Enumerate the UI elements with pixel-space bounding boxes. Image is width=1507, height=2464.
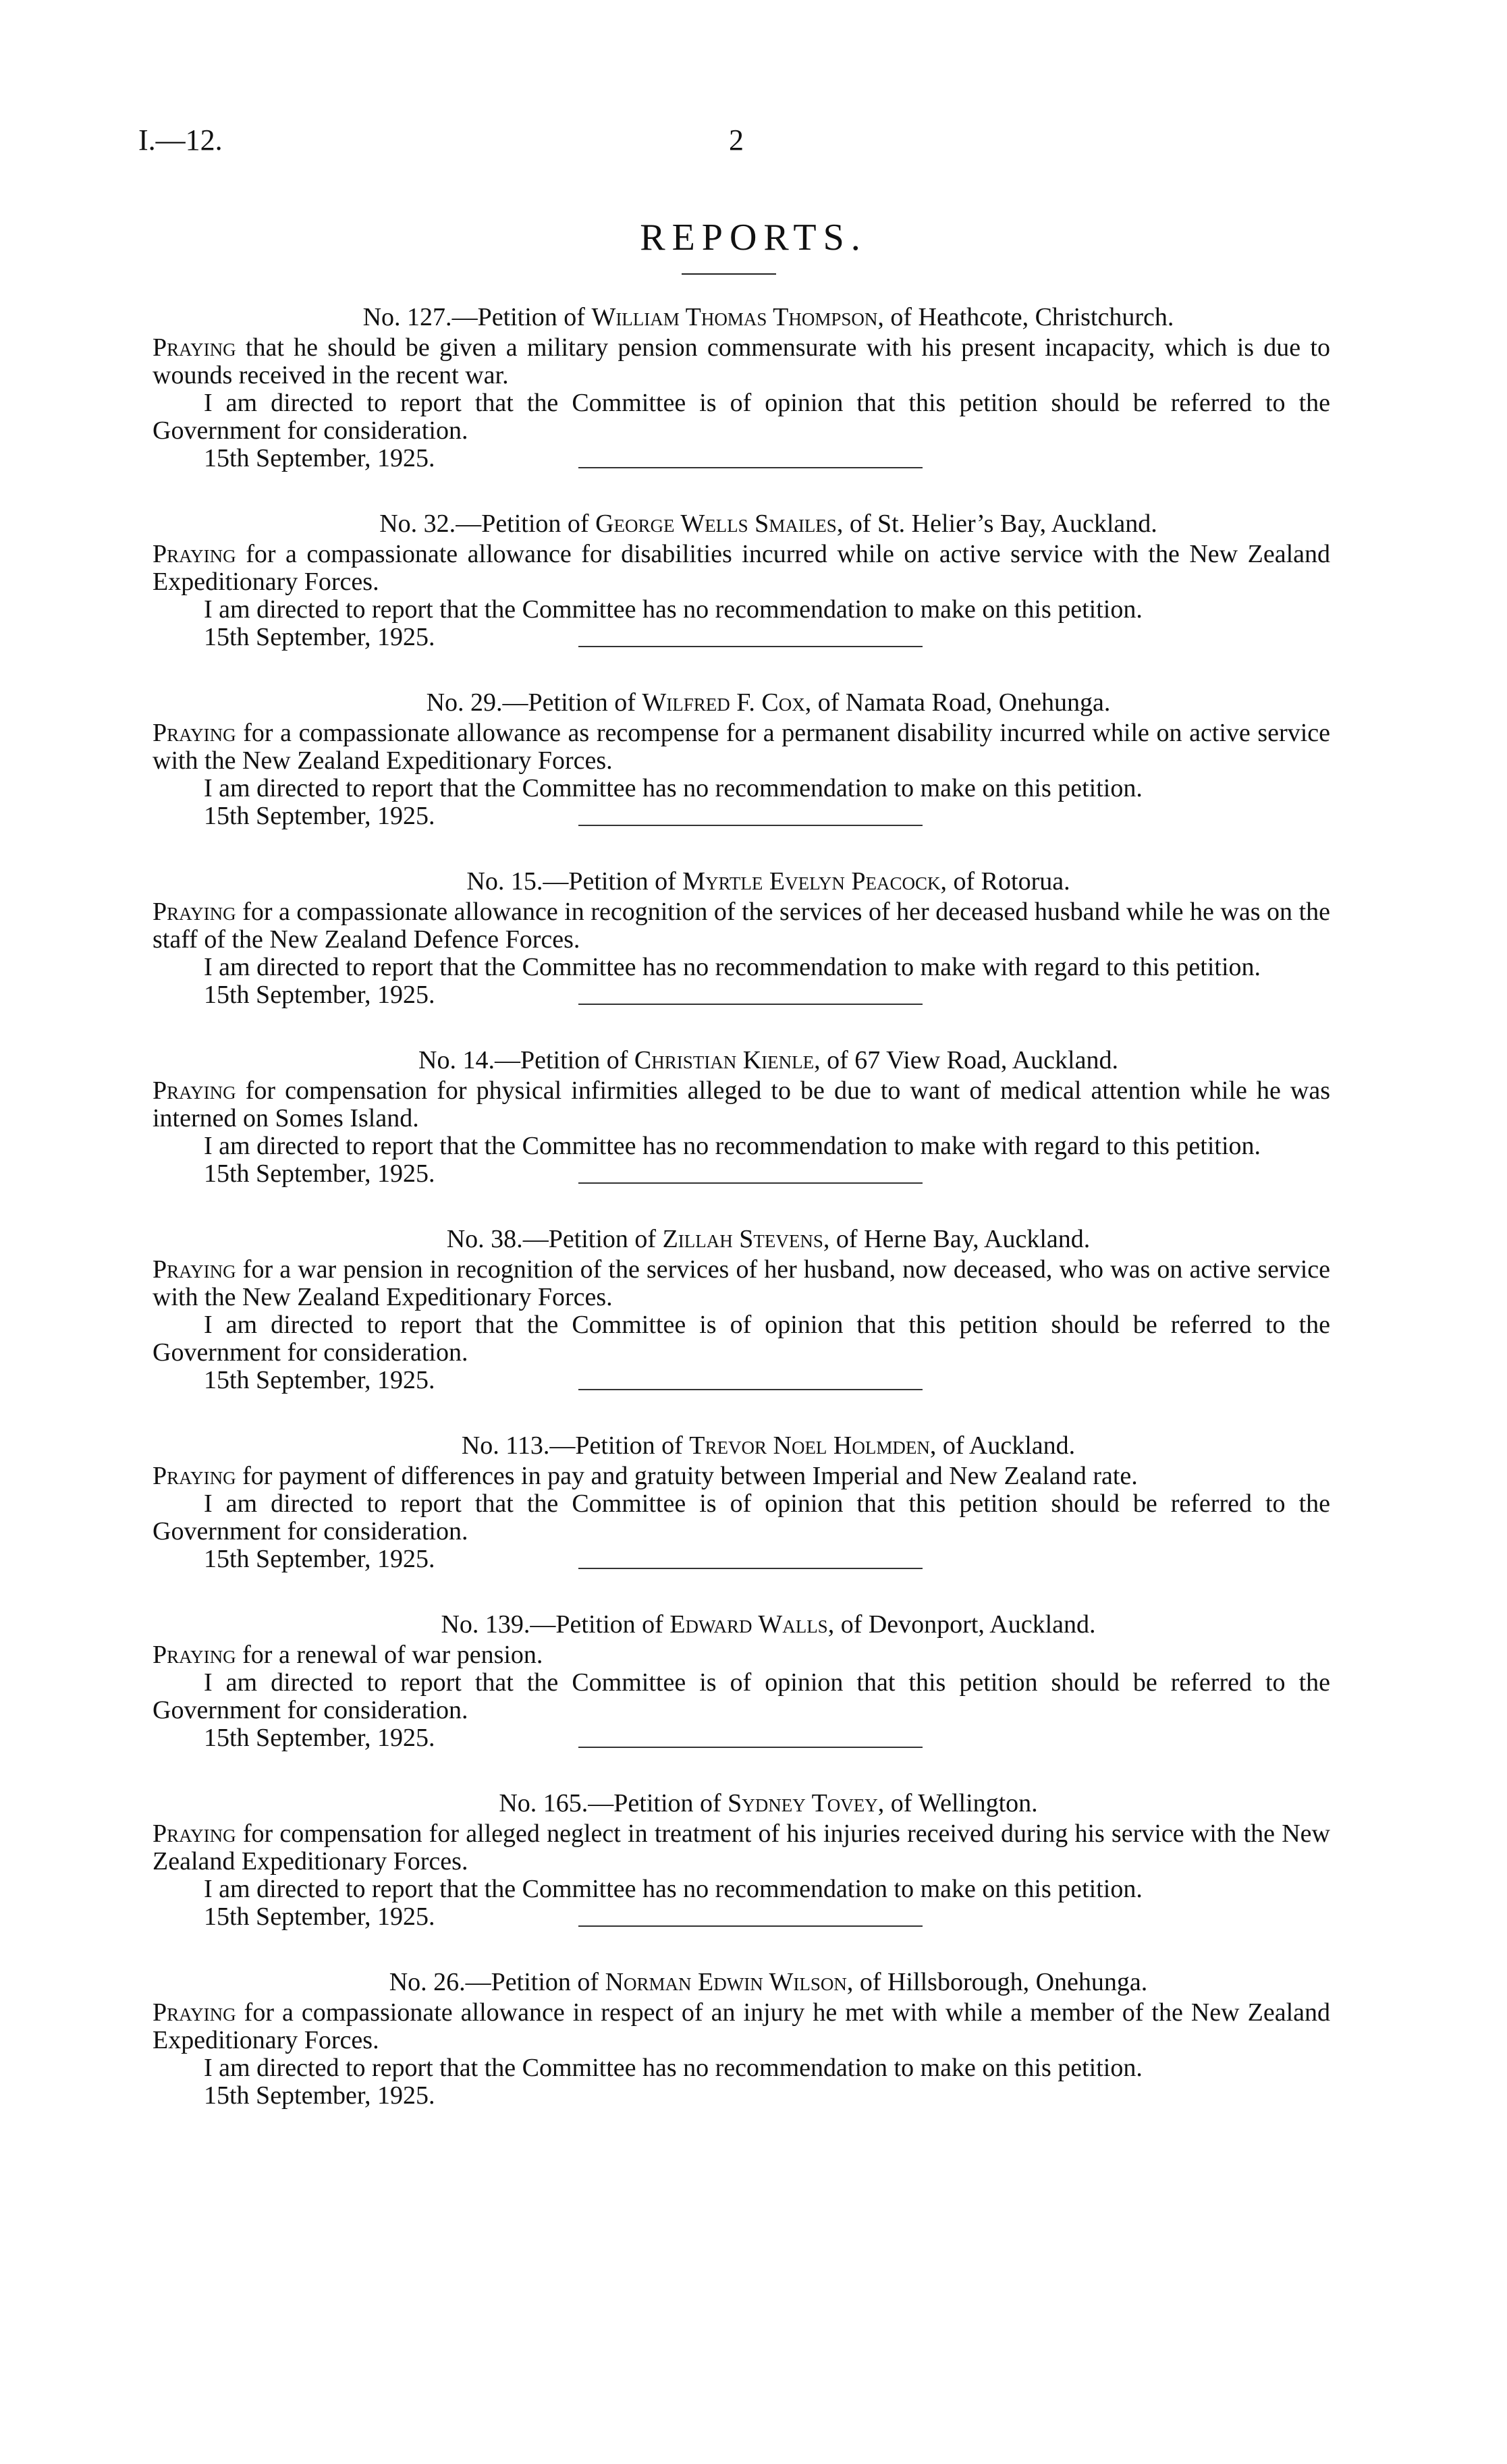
petition-of-label: —Petition of	[465, 1968, 599, 1996]
petitioner-name: Norman Edwin Wilson	[605, 1968, 847, 1996]
petition-heading	[153, 1611, 1330, 1639]
petition-number: No. 26.	[389, 1968, 466, 1996]
petition-number: No. 14.	[418, 1046, 495, 1074]
petitioner-location: , of Wellington.	[877, 1789, 1038, 1817]
praying-text: for a war pension in recognition of the services of her husband, now deceased, who was on active service with the New Zealand Expeditionary Forces.	[153, 1255, 1330, 1311]
date-row	[153, 1545, 1330, 1573]
praying-word: Praying	[153, 1819, 236, 1848]
report-paragraph: I am directed to report that the Committee is of opinion that this petition should be referred to the Government for consideration.	[153, 389, 1330, 445]
report-date: 15th September, 1925.	[204, 1366, 435, 1394]
date-row	[153, 981, 1330, 1009]
petitioner-name: George Wells Smailes	[595, 510, 837, 538]
petitioner-name: Wilfred F. Cox	[642, 688, 805, 717]
praying-text: for payment of differences in pay and gratuity between Imperial and New Zealand rate.	[236, 1462, 1138, 1490]
petition-number: No. 15.	[466, 867, 543, 896]
report-date: 15th September, 1925.	[204, 1724, 435, 1752]
praying-word: Praying	[153, 1998, 236, 2027]
date-row	[153, 624, 1330, 651]
praying-paragraph	[153, 1820, 1330, 1876]
report-paragraph: I am directed to report that the Committee has no recommendation to make on this petition.	[204, 1875, 1143, 1903]
report-date: 15th September, 1925.	[204, 1545, 435, 1573]
praying-text: that he should be given a military pension commensurate with his present incapacity, which is due to wounds received in the recent war.	[153, 333, 1330, 389]
report-date: 15th September, 1925.	[204, 1159, 435, 1188]
date-row	[153, 802, 1330, 830]
separator-rule	[578, 1747, 923, 1748]
page-reference: I.—12.	[138, 124, 223, 157]
separator-rule	[578, 1389, 923, 1390]
petition-of-label: —Petition of	[451, 303, 585, 331]
praying-paragraph	[153, 334, 1330, 389]
petitioner-location: , of St. Helier’s Bay, Auckland.	[836, 510, 1157, 538]
petition-entry	[153, 1611, 1330, 1752]
petition-of-label: —Petition of	[549, 1431, 683, 1460]
report-paragraph: I am directed to report that the Committee is of opinion that this petition should be referred to the Government for consideration.	[153, 1311, 1330, 1367]
praying-word: Praying	[153, 719, 236, 747]
petition-number: No. 165.	[499, 1789, 588, 1817]
petition-heading	[153, 689, 1330, 717]
petition-heading	[153, 510, 1330, 538]
praying-word: Praying	[153, 540, 236, 568]
petitioner-location: , of 67 View Road, Auckland.	[814, 1046, 1118, 1074]
petition-entry	[153, 304, 1330, 472]
praying-word: Praying	[153, 1641, 236, 1669]
petitioner-name: Christian Kienle	[634, 1046, 815, 1074]
petition-of-label: —Petition of	[522, 1225, 657, 1253]
praying-paragraph	[153, 1999, 1330, 2054]
praying-word: Praying	[153, 1462, 236, 1490]
petitioner-name: Sydney Tovey	[728, 1789, 878, 1817]
petition-of-label: —Petition of	[456, 510, 589, 538]
separator-rule	[578, 646, 923, 647]
petition-number: No. 139.	[441, 1610, 530, 1639]
petitioner-location: , of Herne Bay, Auckland.	[823, 1225, 1091, 1253]
praying-text: for compensation for alleged neglect in treatment of his injuries received during his service with the New Zealand Expeditionary Forces.	[153, 1819, 1330, 1876]
report-paragraph: I am directed to report that the Committee has no recommendation to make on this petition.	[204, 774, 1143, 802]
petition-of-label: —Petition of	[502, 688, 636, 717]
date-row	[153, 1367, 1330, 1394]
petition-heading	[153, 1226, 1330, 1253]
praying-text: for compensation for physical infirmities alleged to be due to want of medical attention while he was interned on Somes Island.	[153, 1076, 1330, 1132]
praying-text: for a renewal of war pension.	[236, 1641, 543, 1669]
petitioner-location: , of Rotorua.	[940, 867, 1070, 896]
praying-text: for a compassionate allowance in respect of an injury he met with while a member of the New Zealand Expeditionary Forces.	[153, 1998, 1330, 2054]
separator-rule	[578, 467, 923, 468]
petition-heading	[153, 1969, 1330, 1996]
petition-entry	[153, 1969, 1330, 2110]
report-date: 15th September, 1925.	[204, 1902, 435, 1931]
date-row	[153, 2082, 1330, 2110]
separator-rule	[578, 1182, 923, 1184]
petition-entry	[153, 1790, 1330, 1931]
date-row	[153, 1724, 1330, 1752]
petition-entry	[153, 1226, 1330, 1394]
petition-number: No. 113.	[461, 1431, 550, 1460]
report-date: 15th September, 1925.	[204, 444, 435, 472]
praying-word: Praying	[153, 333, 236, 362]
petition-entry	[153, 868, 1330, 1009]
praying-paragraph	[153, 1641, 1330, 1669]
petition-entry	[153, 510, 1330, 651]
petition-number: No. 127.	[362, 303, 452, 331]
report-date: 15th September, 1925.	[204, 623, 435, 651]
praying-text: for a compassionate allowance as recompense for a permanent disability incurred while on active service with the New Zealand Expeditionary Forces.	[153, 719, 1330, 775]
petition-heading	[153, 1790, 1330, 1817]
praying-word: Praying	[153, 1076, 236, 1105]
separator-rule	[578, 1568, 923, 1569]
petition-number: No. 38.	[446, 1225, 523, 1253]
petition-of-label: —Petition of	[588, 1789, 721, 1817]
praying-paragraph	[153, 719, 1330, 775]
separator-rule	[578, 1004, 923, 1005]
petition-number: No. 32.	[379, 510, 456, 538]
page-title: REPORTS.	[640, 217, 867, 258]
praying-paragraph	[153, 1462, 1330, 1490]
petition-heading	[153, 304, 1330, 331]
praying-paragraph	[153, 541, 1330, 596]
petition-heading	[153, 868, 1330, 896]
petitioner-name: William Thomas Thompson	[591, 303, 878, 331]
petitioner-name: Trevor Noel Holmden	[689, 1431, 930, 1460]
date-row	[153, 445, 1330, 472]
date-row	[153, 1160, 1330, 1188]
petitioner-location: , of Namata Road, Onehunga.	[804, 688, 1111, 717]
petition-heading	[153, 1047, 1330, 1074]
report-paragraph: I am directed to report that the Committee has no recommendation to make with regard to this petition.	[204, 953, 1261, 981]
petition-entry	[153, 1432, 1330, 1573]
praying-text: for a compassionate allowance for disabilities incurred while on active service with the New Zealand Expeditionary Forces.	[153, 540, 1330, 596]
praying-paragraph	[153, 1256, 1330, 1311]
petitions-list	[153, 304, 1330, 2147]
petitioner-location: , of Auckland.	[929, 1431, 1076, 1460]
date-row	[153, 1903, 1330, 1931]
petition-of-label: —Petition of	[494, 1046, 628, 1074]
report-date: 15th September, 1925.	[204, 802, 435, 830]
petitioner-name: Myrtle Evelyn Peacock	[682, 867, 941, 896]
petitioner-location: , of Devonport, Auckland.	[827, 1610, 1096, 1639]
petitioner-name: Edward Walls	[669, 1610, 828, 1639]
report-date: 15th September, 1925.	[204, 2081, 435, 2110]
petitioner-location: , of Hillsborough, Onehunga.	[846, 1968, 1148, 1996]
separator-rule	[578, 825, 923, 826]
petitioner-location: , of Heathcote, Christchurch.	[877, 303, 1174, 331]
page-number: 2	[729, 124, 744, 157]
praying-paragraph	[153, 1077, 1330, 1132]
petition-entry	[153, 689, 1330, 830]
report-paragraph: I am directed to report that the Committee has no recommendation to make on this petition.	[204, 595, 1143, 624]
petition-number: No. 29.	[426, 688, 503, 717]
report-date: 15th September, 1925.	[204, 981, 435, 1009]
report-paragraph: I am directed to report that the Committee has no recommendation to make on this petition.	[204, 2054, 1143, 2082]
title-rule	[682, 273, 776, 275]
report-paragraph: I am directed to report that the Committee has no recommendation to make with regard to this petition.	[204, 1132, 1261, 1160]
praying-word: Praying	[153, 1255, 236, 1284]
praying-text: for a compassionate allowance in recognition of the services of her deceased husband while he was on the staff of the New Zealand Defence Forces.	[153, 898, 1330, 954]
report-paragraph: I am directed to report that the Committee is of opinion that this petition should be referred to the Government for consideration.	[153, 1668, 1330, 1724]
report-paragraph: I am directed to report that the Committee is of opinion that this petition should be referred to the Government for consideration.	[153, 1489, 1330, 1545]
petition-entry	[153, 1047, 1330, 1188]
petitioner-name: Zillah Stevens	[662, 1225, 823, 1253]
petition-heading	[153, 1432, 1330, 1460]
page-header	[138, 123, 1330, 163]
petition-of-label: —Petition of	[543, 867, 676, 896]
praying-word: Praying	[153, 898, 236, 926]
separator-rule	[578, 1925, 923, 1927]
praying-paragraph	[153, 898, 1330, 954]
petition-of-label: —Petition of	[530, 1610, 663, 1639]
